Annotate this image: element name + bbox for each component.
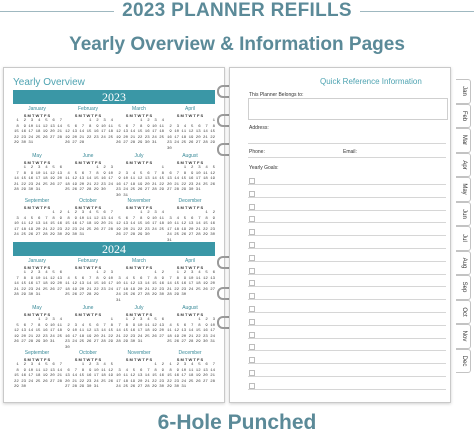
yearly-overview-page: [3, 67, 225, 403]
month-days: 1 2 3 4 5 6 7 8 9 10 11 12 13 14 15 16 17 18 19 20 21 22 23 24 25 26 27 28 29 30 31: [116, 119, 165, 145]
month-calendar: [116, 258, 165, 304]
goal-line[interactable]: [248, 350, 446, 351]
goal-line[interactable]: [248, 261, 446, 262]
tab-label: Oct: [461, 307, 467, 317]
month-calendar: [65, 305, 114, 351]
belongs-to-field[interactable]: [248, 98, 448, 120]
month-days: 1 2 3 4 5 6 7 8 9 10 11 12 13 14 15 16 17 18 19 20 21 22 23 24 25 26 27 28 29 30 31: [167, 363, 216, 389]
month-calendar: [65, 198, 114, 239]
month-calendar: [116, 106, 165, 147]
weekday-header: S M T W T F S: [176, 265, 204, 270]
weekday-header: S M T W T F S: [176, 113, 204, 118]
month-days: 1 2 3 4 5 6 7 8 9 10 11 12 13 14 15 16 17 18 19 20 21 22 23 24 25 26 27 28 29 30 31: [116, 271, 165, 303]
month-name: September: [24, 350, 50, 356]
tab-feb[interactable]: [456, 104, 471, 129]
month-days: 1 2 3 4 5 6 7 8 9 10 11 12 13 14 15 16 17 18 19 20 21 22 23 24 25 26 27 28 29 30: [167, 119, 216, 151]
header-title: 2023 PLANNER REFILLS: [0, 0, 474, 22]
month-calendar: [167, 106, 216, 152]
month-calendar: [14, 350, 63, 391]
goal-line[interactable]: [248, 312, 446, 313]
month-calendar: [14, 153, 63, 194]
phone-label: Phone:: [249, 149, 265, 155]
month-name: February: [77, 258, 98, 264]
month-name: February: [77, 106, 98, 112]
goal-line[interactable]: [248, 363, 446, 364]
month-calendar: [65, 350, 114, 391]
weekday-header: S M T W T F S: [23, 113, 51, 118]
weekday-header: S M T W T F S: [176, 312, 204, 317]
weekday-header: S M T W T F S: [74, 113, 102, 118]
month-name: September: [24, 198, 50, 204]
tab-jul[interactable]: [456, 226, 471, 251]
month-calendar: [116, 305, 165, 346]
goal-line[interactable]: [248, 376, 446, 377]
month-name: August: [182, 305, 198, 311]
month-calendar: [14, 198, 63, 239]
month-name: June: [82, 153, 94, 159]
tab-nov[interactable]: [456, 324, 471, 349]
weekday-header: S M T W T F S: [23, 265, 51, 270]
tab-label: Sep: [461, 281, 467, 293]
month-name: April: [184, 106, 195, 112]
month-name: November: [127, 350, 151, 356]
month-calendar: [116, 153, 165, 199]
footer-text: 6-Hole Punched: [157, 411, 317, 434]
goals-label: Yearly Goals:: [249, 165, 279, 171]
tab-label: Mar: [461, 135, 467, 146]
weekday-header: S M T W T F S: [125, 357, 153, 362]
tab-label: Jan: [461, 86, 467, 97]
tab-label: Jul: [461, 234, 467, 243]
goal-line[interactable]: [248, 299, 446, 300]
month-days: 1 2 3 4 5 6 7 8 9 10 11 12 13 14 15 16 17 18 19 20 21 22 23 24 25 26 27 28 29 30 31: [167, 166, 216, 192]
weekday-header: S M T W T F S: [74, 312, 102, 317]
month-calendar: [167, 350, 216, 391]
goal-line[interactable]: [248, 235, 446, 236]
month-calendar: [14, 106, 63, 147]
goal-line[interactable]: [248, 338, 446, 339]
month-days: 1 2 3 4 5 6 7 8 9 10 11 12 13 14 15 16 17 18 19 20 21 22 23 24 25 26 27 28 29 30: [167, 271, 216, 297]
weekday-header: S M T W T F S: [23, 205, 51, 210]
quick-reference-page: [229, 67, 451, 403]
month-days: 1 2 3 4 5 6 7 8 9 10 11 12 13 14 15 16 17 18 19 20 21 22 23 24 25 26 27 28 29 30 31: [14, 271, 63, 297]
goal-line[interactable]: [248, 184, 446, 185]
month-calendar: [65, 106, 114, 147]
tab-oct[interactable]: [456, 300, 471, 325]
tab-apr[interactable]: [456, 153, 471, 178]
month-name: July: [134, 153, 144, 159]
month-days: 1 2 3 4 5 6 7 8 9 10 11 12 13 14 15 16 17 18 19 20 21 22 23 24 25 26 27 28 29 30: [65, 166, 114, 192]
month-days: 1 2 3 4 5 6 7 8 9 10 11 12 13 14 15 16 17 18 19 20 21 22 23 24 25 26 27 28 29 30 31: [65, 211, 114, 237]
weekday-header: S M T W T F S: [23, 312, 51, 317]
month-calendar: [167, 305, 216, 346]
month-days: 1 2 3 4 5 6 7 8 9 10 11 12 13 14 15 16 17 18 19 20 21 22 23 24 25 26 27 28 29 30: [116, 211, 165, 237]
month-calendar: [116, 350, 165, 391]
goal-line[interactable]: [248, 248, 446, 249]
month-days: 1 2 3 4 5 6 7 8 9 10 11 12 13 14 15 16 17 18 19 20 21 22 23 24 25 26 27 28 29 30 31: [116, 318, 165, 344]
weekday-header: S M T W T F S: [23, 357, 51, 362]
month-days: 1 2 3 4 5 6 7 8 9 10 11 12 13 14 15 16 17 18 19 20 21 22 23 24 25 26 27 28 29: [65, 271, 114, 297]
month-days: 1 2 3 4 5 6 7 8 9 10 11 12 13 14 15 16 17 18 19 20 21 22 23 24 25 26 27 28 29 30 31: [65, 363, 114, 389]
month-name: January: [28, 106, 46, 112]
contact-line[interactable]: [248, 157, 446, 158]
month-days: 1 2 3 4 5 6 7 8 9 10 11 12 13 14 15 16 17 18 19 20 21 22 23 24 25 26 27 28 29 30 31: [14, 119, 63, 145]
goal-line[interactable]: [248, 286, 446, 287]
tab-mar[interactable]: [456, 128, 471, 153]
address-line[interactable]: [248, 143, 446, 144]
tab-may[interactable]: [456, 177, 471, 202]
weekday-header: S M T W T F S: [74, 205, 102, 210]
weekday-header: S M T W T F S: [125, 205, 153, 210]
goal-line[interactable]: [248, 389, 446, 390]
header-subtitle: Yearly Overview & Information Pages: [69, 34, 405, 55]
weekday-header: S M T W T F S: [176, 160, 204, 165]
tab-jun[interactable]: [456, 202, 471, 227]
month-days: 1 2 3 4 5 6 7 8 9 10 11 12 13 14 15 16 17 18 19 20 21 22 23 24 25 26 27 28 29 30 31: [14, 166, 63, 192]
weekday-header: S M T W T F S: [125, 160, 153, 165]
weekday-header: S M T W T F S: [125, 312, 153, 317]
month-name: October: [79, 350, 97, 356]
month-calendar: [116, 198, 165, 239]
tab-label: Jun: [461, 208, 467, 219]
month-calendar: [14, 305, 63, 346]
weekday-header: S M T W T F S: [125, 113, 153, 118]
month-name: November: [127, 198, 151, 204]
year-banner-2023: 2023: [13, 90, 215, 104]
month-calendar: [167, 258, 216, 299]
month-days: 1 2 3 4 5 6 7 8 9 10 11 12 13 14 15 16 17 18 19 20 21 22 23 24 25 26 27 28 29 30 31: [116, 166, 165, 198]
tab-aug[interactable]: [456, 251, 471, 276]
tab-jan[interactable]: [456, 79, 471, 104]
tab-sep[interactable]: [456, 275, 471, 300]
month-days: 1 2 3 4 5 6 7 8 9 10 11 12 13 14 15 16 17 18 19 20 21 22 23 24 25 26 27 28 29 30 31: [167, 318, 216, 344]
month-name: May: [32, 305, 42, 311]
email-label: Email:: [343, 149, 357, 155]
goal-line[interactable]: [248, 210, 446, 211]
month-days: 1 2 3 4 5 6 7 8 9 10 11 12 13 14 15 16 17 18 19 20 21 22 23 24 25 26 27 28 29 30: [14, 211, 63, 237]
page-title: Quick Reference Information: [320, 77, 422, 86]
month-name: October: [79, 198, 97, 204]
tab-label: Dec: [461, 355, 467, 367]
month-days: 1 2 3 4 5 6 7 8 9 10 11 12 13 14 15 16 17 18 19 20 21 22 23 24 25 26 27 28 29 30: [14, 363, 63, 389]
month-calendar: [167, 198, 216, 244]
weekday-header: S M T W T F S: [23, 160, 51, 165]
year-banner-2024: 2024: [13, 242, 215, 256]
month-days: 1 2 3 4 5 6 7 8 9 10 11 12 13 14 15 16 17 18 19 20 21 22 23 24 25 26 27 28 29 30 31: [14, 318, 63, 344]
goal-line[interactable]: [248, 197, 446, 198]
weekday-header: S M T W T F S: [176, 205, 204, 210]
month-name: December: [178, 350, 202, 356]
goal-line[interactable]: [248, 274, 446, 275]
weekday-header: S M T W T F S: [176, 357, 204, 362]
weekday-header: S M T W T F S: [74, 160, 102, 165]
month-calendar: [65, 258, 114, 299]
month-name: December: [178, 198, 202, 204]
month-days: 1 2 3 4 5 6 7 8 9 10 11 12 13 14 15 16 17 18 19 20 21 22 23 24 25 26 27 28 29 30: [116, 363, 165, 389]
belongs-to-label: This Planner Belongs to:: [249, 92, 304, 98]
goal-line[interactable]: [248, 222, 446, 223]
tab-label: Aug: [461, 257, 467, 269]
month-calendar: [167, 153, 216, 194]
month-calendar: [65, 153, 114, 194]
month-days: 1 2 3 4 5 6 7 8 9 10 11 12 13 14 15 16 17 18 19 20 21 22 23 24 25 26 27 28 29 30 31: [167, 211, 216, 243]
tab-label: May: [461, 183, 467, 195]
month-days: 1 2 3 4 5 6 7 8 9 10 11 12 13 14 15 16 17 18 19 20 21 22 23 24 25 26 27 28: [65, 119, 114, 145]
month-name: January: [28, 258, 46, 264]
weekday-header: S M T W T F S: [125, 265, 153, 270]
page-title: Yearly Overview: [13, 77, 85, 88]
month-name: August: [182, 153, 198, 159]
tab-label: Apr: [461, 160, 467, 170]
month-name: June: [82, 305, 94, 311]
weekday-header: S M T W T F S: [74, 357, 102, 362]
month-name: March: [132, 106, 146, 112]
month-name: July: [134, 305, 144, 311]
month-name: March: [132, 258, 146, 264]
goal-line[interactable]: [248, 325, 446, 326]
month-name: April: [184, 258, 195, 264]
weekday-header: S M T W T F S: [74, 265, 102, 270]
address-label: Address:: [249, 125, 269, 131]
tab-dec[interactable]: [456, 349, 471, 374]
tab-label: Nov: [461, 330, 467, 342]
tab-label: Feb: [461, 110, 467, 121]
month-days: 1 2 3 4 5 6 7 8 9 10 11 12 13 14 15 16 17 18 19 20 21 22 23 24 25 26 27 28 29 30: [65, 318, 114, 350]
month-calendar: [14, 258, 63, 299]
month-name: May: [32, 153, 42, 159]
